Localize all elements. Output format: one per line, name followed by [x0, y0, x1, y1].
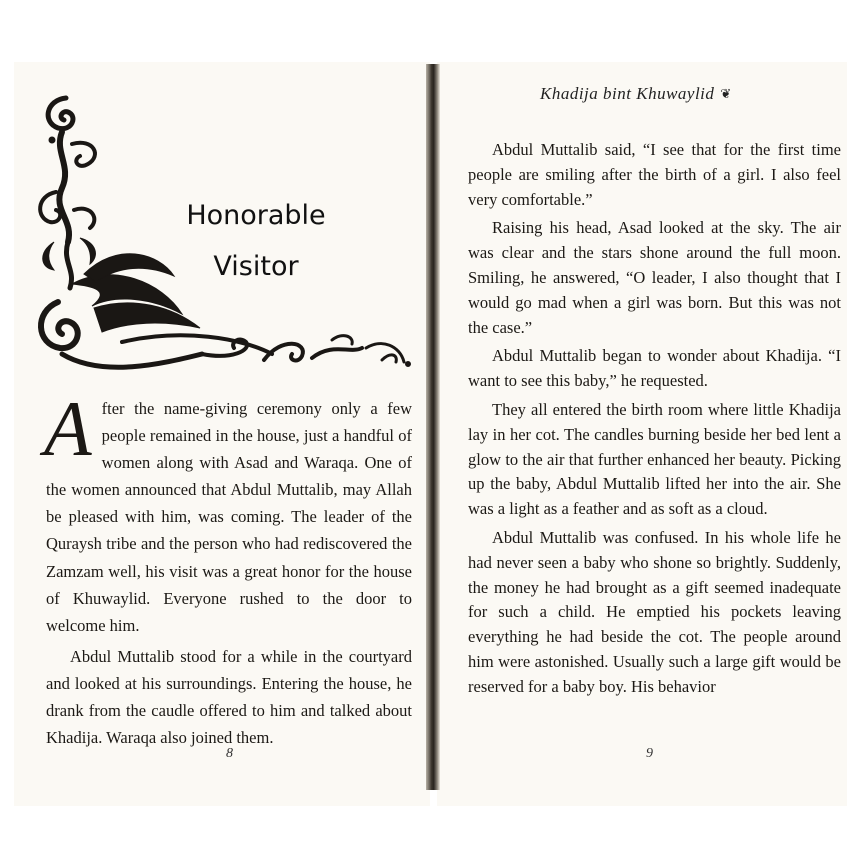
left-paragraph-1	[44, 385, 412, 639]
running-head-text: Khadija bint Khuwaylid	[540, 84, 715, 103]
chapter-title-line-1: Honorable	[186, 200, 326, 231]
left-paragraph-2: Abdul Muttalib stood for a while in the courtyard and looked at his surroundings. Entering the house, he drank from the caudle offered to him and talked about Khadija. Waraqa also joined them.	[46, 646, 412, 748]
right-paragraph-1: Abdul Muttalib said, “I see that for the first time people are smiling after the birth of a girl. I also feel very comfortable.”	[468, 140, 841, 209]
page-number-left: 8	[226, 746, 233, 761]
left-page-body	[44, 385, 412, 751]
book-gutter	[426, 64, 440, 790]
chapter-title-line-2: Visitor	[213, 251, 299, 282]
right-paragraph-2: Raising his head, Asad looked at the sky. The air was clear and the stars shone around the full moon. Smiling, he answered, “O leader, I also thought that I would go mad when a girl was born. But this was not the case.”	[468, 218, 841, 337]
left-paragraph-1-text: fter the name-giving ceremony only a few people remained in the house, just a handful of women along with Asad and Waraqa. One of the women announced that Abdul Muttalib, may Allah be pleased with him, was coming. The leader of the Quraysh tribe and the person who had rediscovered the Zamzam well, his visit was a great honor for the house of Khuwaylid. Everyone rushed to the door to welcome him.	[46, 399, 412, 635]
right-page-body	[468, 138, 841, 700]
right-paragraph-5: Abdul Muttalib was confused. In his whole life he had never seen a baby who shone so brightly. Suddenly, the money he had brought as a gift seemed inadequate for such a child. He emptied his pockets leaving everything he had beside the cot. The people around him were astonished. Usually such a large gift would be reserved for a baby boy. His behavior	[468, 527, 841, 696]
right-paragraph-3: Abdul Muttalib began to wonder about Khadija. “I want to see this baby,” he requested.	[468, 346, 841, 391]
running-head	[540, 84, 780, 104]
drop-cap: A	[44, 385, 92, 472]
right-paragraph-4: They all entered the birth room where little Khadija lay in her cot. The candles burning beside her bed lent a glow to the air that further enhanced her beauty. Picking up the baby, Abdul Muttalib lifted her into the air. She was a light as a feather and as soft as a cloud.	[468, 399, 841, 519]
chapter-title	[170, 190, 342, 292]
page-number-right: 9	[646, 746, 653, 761]
ornament-icon: ❦	[720, 86, 732, 101]
